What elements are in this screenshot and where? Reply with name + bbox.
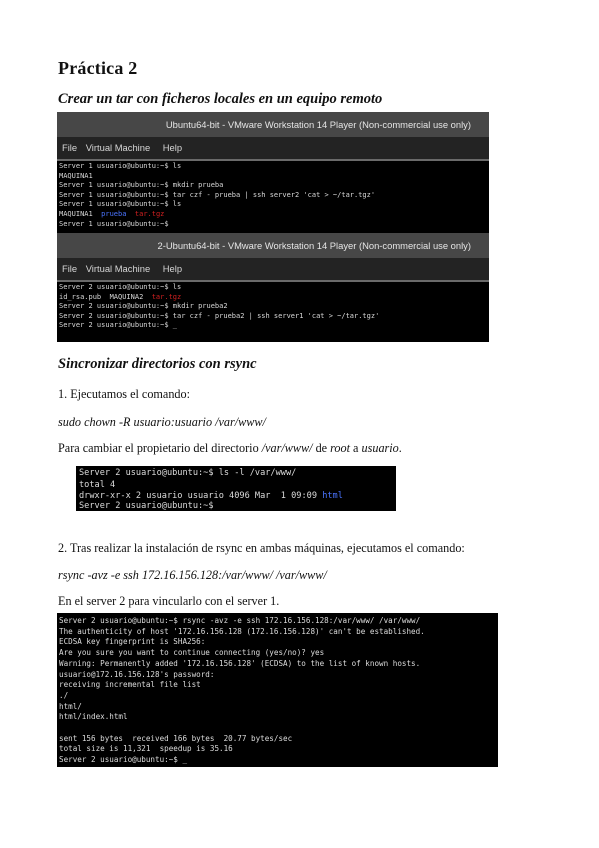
desc-user-to: usuario (361, 441, 399, 455)
terminal-line: Server 2 usuario@ubuntu:~$ tar czf - prueba2 | ssh server1 'cat > ~/tar.tgz' (59, 311, 380, 320)
terminal-output (57, 282, 489, 332)
desc-path: /var/www/ (261, 441, 313, 455)
terminal-line (59, 293, 487, 303)
vm-window-title: Ubuntu64-bit - VMware Workstation 14 Player (Non-commercial use only) (57, 112, 489, 137)
step-2-text: 2. Tras realizar la instalación de rsync en ambas máquinas, ejecutamos el comando: (58, 541, 465, 555)
section-heading-rsync: Sincronizar directorios con rsync (58, 356, 257, 372)
vm-window-2 (57, 233, 489, 332)
command-chown: sudo chown -R usuario:usuario /var/www/ (58, 415, 266, 429)
menu-virtual-machine[interactable]: Virtual Machine (85, 142, 151, 153)
terminal-line: Server 1 usuario@ubuntu:~$ ls (59, 162, 182, 170)
desc-text: a (350, 441, 362, 455)
terminal-line (59, 723, 496, 734)
terminal-line: html/index.html (59, 712, 128, 722)
terminal-line: Server 1 usuario@ubuntu:~$ (59, 219, 169, 228)
terminal-line: total 4 (79, 479, 116, 490)
desc-text: de (312, 441, 331, 455)
vm-window-title: 2-Ubuntu64-bit - VMware Workstation 14 Player (Non-commercial use only) (57, 233, 489, 258)
terminal-screenshot-rsync (57, 613, 498, 767)
terminal-line: Server 2 usuario@ubuntu:~$ _ (59, 321, 178, 330)
terminal-line: Warning: Permanently added '172.16.156.128' (ECDSA) to the list of known hosts. (59, 658, 421, 668)
vm-menubar (57, 258, 489, 280)
terminal-line: Server 1 usuario@ubuntu:~$ ls (59, 200, 182, 209)
desc-text: Para cambiar el propietario del directorio (58, 441, 262, 455)
page-title: Práctica 2 (58, 58, 138, 78)
terminal-line: total size is 11,321 speedup is 35.16 (59, 744, 233, 754)
ls-dir-entry: prueba (101, 209, 127, 218)
terminal-line: Server 2 usuario@ubuntu:~$ ls -l /var/www/ (79, 468, 297, 478)
terminal-line (59, 210, 487, 220)
terminal-output (57, 161, 489, 233)
terminal-line: Server 2 usuario@ubuntu:~$ mkdir prueba2 (59, 302, 228, 311)
terminal-line: receiving incremental file list (59, 680, 201, 690)
step-1-text: 1. Ejecutamos el comando: (58, 387, 190, 401)
menu-virtual-machine[interactable]: Virtual Machine (85, 263, 151, 274)
terminal-line: MAQUINA1 (59, 171, 93, 180)
desc-text: . (398, 441, 402, 455)
ls-entry: MAQUINA1 (59, 209, 102, 218)
desc-user-from: root (330, 441, 350, 455)
ls-archive-entry: tar.tgz (151, 292, 182, 301)
terminal-line: The authenticity of host '172.16.156.128 (172.16.156.128)' can't be established. (59, 626, 425, 636)
menu-help[interactable]: Help (162, 142, 183, 153)
terminal-line: usuario@172.16.156.128's password: (59, 669, 215, 679)
terminal-line: Server 1 usuario@ubuntu:~$ tar czf - prueba | ssh server2 'cat > ~/tar.tgz' (59, 190, 376, 199)
menu-file[interactable]: File (62, 263, 78, 274)
terminal-line: Are you sure you want to continue connecting (yes/no)? yes (59, 648, 325, 658)
section-heading-tar: Crear un tar con ficheros locales en un equipo remoto (58, 91, 383, 107)
menu-help[interactable]: Help (162, 263, 183, 274)
terminal-line: ECDSA key fingerprint is SHA256: (59, 637, 206, 647)
ls-sep (126, 210, 134, 218)
terminal-line: html/ (59, 701, 82, 711)
vm-window-1 (57, 112, 489, 233)
terminal-line: Server 2 usuario@ubuntu:~$ ls (59, 283, 182, 291)
terminal-line: Server 2 usuario@ubuntu:~$ (79, 500, 214, 511)
terminal-line: sent 156 bytes received 166 bytes 20.77 bytes/sec (59, 733, 293, 743)
ls-dir-entry: html (322, 491, 343, 501)
ls-row: drwxr-xr-x 2 usuario usuario 4096 Mar 1 09:09 (79, 491, 323, 501)
ls-archive-entry: tar.tgz (134, 209, 165, 218)
terminal-line: Server 1 usuario@ubuntu:~$ mkdir prueba (59, 181, 224, 190)
step-1-description (58, 441, 402, 456)
terminal-line: Server 2 usuario@ubuntu:~$ _ (59, 755, 188, 765)
terminal-line: Server 2 usuario@ubuntu:~$ rsync -avz -e ssh 172.16.156.128:/var/www/ /var/www/ (59, 616, 421, 625)
terminal-line: ./ (59, 690, 69, 700)
step-2-description: En el server 2 para vincularlo con el server 1. (58, 594, 280, 608)
vm-screenshot-tar (57, 112, 489, 342)
terminal-screenshot-ls (76, 466, 396, 511)
command-rsync: rsync -avz -e ssh 172.16.156.128:/var/www/ /var/www/ (58, 568, 327, 582)
ls-entry: id_rsa.pub MAQUINA2 (59, 292, 152, 301)
menu-file[interactable]: File (62, 142, 78, 153)
vm-menubar (57, 137, 489, 159)
